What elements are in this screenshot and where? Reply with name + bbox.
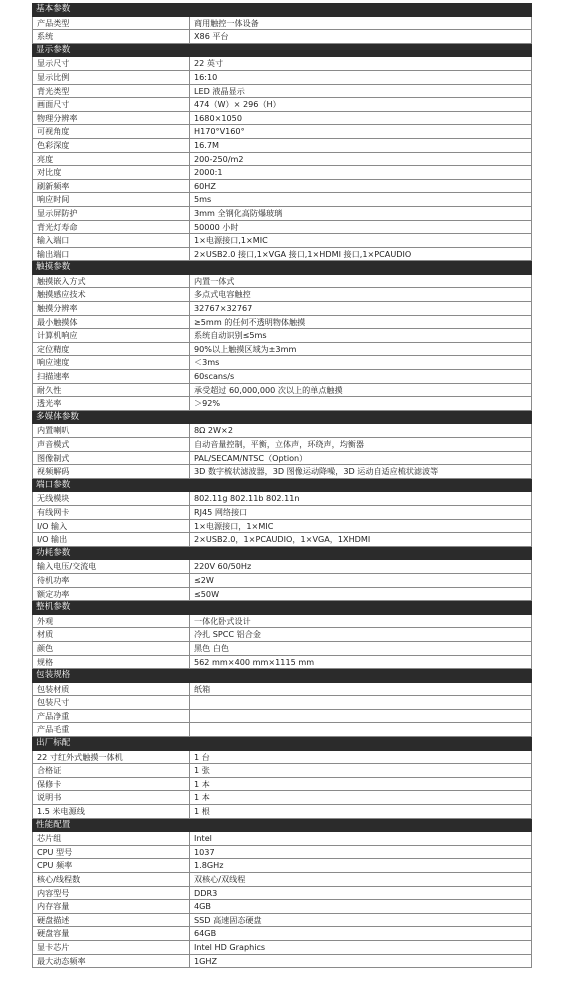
spec-label: 可视角度	[33, 125, 190, 138]
spec-label: 最小触摸体	[33, 316, 190, 329]
spec-row	[32, 492, 532, 506]
spec-row	[32, 873, 532, 887]
spec-row	[32, 683, 532, 697]
spec-row	[32, 941, 532, 955]
spec-row	[32, 234, 532, 248]
spec-label: 核心/线程数	[33, 873, 190, 886]
spec-row	[32, 397, 532, 411]
section-header: 包装规格	[32, 669, 532, 683]
spec-row	[32, 696, 532, 710]
spec-value	[190, 710, 531, 723]
spec-row	[32, 30, 532, 44]
spec-value: 1×电源接口,1×MIC	[194, 235, 268, 246]
spec-value: 1 台	[194, 751, 210, 762]
spec-row	[32, 343, 532, 357]
section-header: 端口参数	[32, 479, 532, 493]
spec-value: 4GB	[194, 901, 211, 912]
spec-value: Intel	[194, 833, 212, 844]
spec-row	[32, 574, 532, 588]
spec-row	[32, 438, 532, 452]
spec-label: 输出端口	[33, 248, 190, 261]
spec-row	[32, 805, 532, 819]
spec-row	[32, 832, 532, 846]
spec-label: I/O 输出	[33, 533, 190, 546]
spec-value: H170°V160°	[194, 126, 245, 137]
spec-label: 内置喇叭	[33, 424, 190, 437]
spec-value: SSD 高速固态硬盘	[194, 914, 262, 925]
spec-label: 包装材质	[33, 683, 190, 696]
spec-value: 474（W）× 296（H）	[194, 99, 281, 110]
spec-value: 16:10	[194, 71, 218, 82]
spec-row	[32, 193, 532, 207]
spec-label: 硬盘描述	[33, 914, 190, 927]
spec-value: 16.7M	[194, 139, 220, 150]
spec-row	[32, 642, 532, 656]
spec-value: 双核心/双线程	[194, 874, 246, 884]
spec-label: 刷新频率	[33, 180, 190, 193]
spec-label: 触摸分辨率	[33, 302, 190, 315]
spec-row	[32, 139, 532, 153]
spec-row	[32, 914, 532, 928]
spec-row	[32, 316, 532, 330]
spec-value: 32767×32767	[194, 303, 253, 314]
spec-label: 额定功率	[33, 588, 190, 601]
spec-row	[32, 57, 532, 71]
spec-row	[32, 656, 532, 670]
spec-value: 冷扎 SPCC 铝合金	[194, 629, 261, 640]
spec-row	[32, 859, 532, 873]
spec-value: ≥5mm 的任何不透明物体触摸	[194, 316, 306, 327]
spec-value: 3mm 全钢化高防爆玻璃	[194, 207, 283, 218]
spec-label: 产品毛重	[33, 723, 190, 736]
spec-row	[32, 17, 532, 31]
spec-row	[32, 533, 532, 547]
spec-row	[32, 560, 532, 574]
spec-row	[32, 764, 532, 778]
spec-value: 562 mm×400 mm×1115 mm	[194, 656, 315, 667]
spec-row	[32, 778, 532, 792]
spec-label: 无线模块	[33, 492, 190, 505]
spec-label: 视频解码	[33, 465, 190, 478]
spec-value	[190, 723, 531, 736]
spec-label: 硬盘容量	[33, 927, 190, 940]
section-header: 多媒体参数	[32, 411, 532, 425]
spec-row	[32, 520, 532, 534]
spec-row	[32, 302, 532, 316]
spec-row	[32, 71, 532, 85]
spec-value: 自动音量控制，平衡，立体声，环绕声，均衡器	[194, 439, 364, 449]
spec-value: DDR3	[194, 887, 218, 898]
spec-row	[32, 275, 532, 289]
spec-label: 声音模式	[33, 438, 190, 451]
spec-row	[32, 288, 532, 302]
spec-value: 1 张	[194, 765, 210, 776]
spec-value: 一体化卧式设计	[194, 615, 251, 626]
spec-value: 90%以上触摸区域为±3mm	[194, 343, 297, 354]
spec-value: 1GHZ	[194, 955, 218, 966]
section-header: 出厂标配	[32, 737, 532, 751]
spec-label: 系统	[33, 30, 190, 43]
spec-value: 3D 数字梳状滤波器，3D 图像运动降噪，3D 运动自适应梳状滤波等	[194, 466, 439, 477]
spec-value: 220V 60/50Hz	[194, 561, 252, 572]
spec-row	[32, 506, 532, 520]
spec-value: Intel HD Graphics	[194, 941, 266, 952]
spec-label: 包装尺寸	[33, 696, 190, 709]
spec-row	[32, 180, 532, 194]
spec-value: 5ms	[194, 194, 212, 205]
spec-row	[32, 248, 532, 262]
spec-value: 1×电源接口，1×MIC	[194, 520, 274, 531]
spec-value: 2×USB2.0 接口,1×VGA 接口,1×HDMI 接口,1×PCAUDIO	[194, 248, 412, 259]
spec-value: 60HZ	[194, 180, 216, 191]
spec-row	[32, 751, 532, 765]
spec-row	[32, 356, 532, 370]
spec-label: 1.5 米电源线	[33, 805, 190, 818]
spec-value: 1680×1050	[194, 112, 242, 123]
spec-row	[32, 887, 532, 901]
spec-label: 定位精度	[33, 343, 190, 356]
spec-row	[32, 723, 532, 737]
spec-value: PAL/SECAM/NTSC（Option）	[194, 452, 308, 463]
spec-value: 2000:1	[194, 167, 223, 178]
spec-row	[32, 370, 532, 384]
spec-row	[32, 85, 532, 99]
spec-value: 1.8GHz	[194, 860, 224, 871]
section-header: 触摸参数	[32, 261, 532, 275]
section-header: 显示参数	[32, 44, 532, 58]
spec-row	[32, 166, 532, 180]
spec-label: 响应时间	[33, 193, 190, 206]
spec-label: 材质	[33, 628, 190, 641]
spec-label: 物理分辨率	[33, 112, 190, 125]
spec-label: 输入端口	[33, 234, 190, 247]
spec-row	[32, 846, 532, 860]
spec-value: LED 液晶显示	[194, 85, 245, 96]
spec-row	[32, 98, 532, 112]
spec-label: 亮度	[33, 153, 190, 166]
spec-value: 8Ω 2W×2	[194, 425, 233, 436]
spec-table	[32, 3, 532, 968]
spec-label: 触摸嵌入方式	[33, 275, 190, 288]
spec-row	[32, 153, 532, 167]
spec-value: 60scans/s	[194, 371, 235, 382]
spec-label: 计算机响应	[33, 329, 190, 342]
spec-label: 色彩深度	[33, 139, 190, 152]
spec-value: 纸箱	[194, 683, 211, 694]
spec-value	[190, 696, 531, 709]
spec-value: 22 英寸	[194, 58, 224, 69]
spec-row	[32, 900, 532, 914]
spec-value: 200-250/m2	[194, 153, 244, 164]
spec-label: 对比度	[33, 166, 190, 179]
spec-label: 内存容量	[33, 900, 190, 913]
spec-value: 承受超过 60,000,000 次以上的单点触摸	[194, 384, 343, 395]
section-header: 性能配置	[32, 819, 532, 833]
spec-label: 响应速度	[33, 356, 190, 369]
spec-label: 规格	[33, 656, 190, 669]
spec-row	[32, 207, 532, 221]
spec-value: 1 本	[194, 778, 210, 789]
spec-label: 扫描速率	[33, 370, 190, 383]
spec-label: 内容型号	[33, 887, 190, 900]
spec-value: 系统自动识别≤5ms	[194, 330, 267, 341]
spec-label: 待机功率	[33, 574, 190, 587]
spec-value: 多点式电容触控	[194, 289, 251, 300]
spec-value: ＜3ms	[194, 357, 220, 368]
spec-label: 有线网卡	[33, 506, 190, 519]
spec-row	[32, 384, 532, 398]
spec-label: 显示比例	[33, 71, 190, 84]
spec-label: 芯片组	[33, 832, 190, 845]
spec-label: 显卡芯片	[33, 941, 190, 954]
spec-value: 内置一体式	[194, 275, 235, 286]
spec-value: ≤50W	[194, 588, 220, 599]
spec-label: 保修卡	[33, 778, 190, 791]
spec-label: 颜色	[33, 642, 190, 655]
spec-label: 背光灯寿命	[33, 221, 190, 234]
spec-value: 1 本	[194, 792, 210, 803]
spec-label: 显示屏防护	[33, 207, 190, 220]
spec-label: 透光率	[33, 397, 190, 410]
spec-label: CPU 频率	[33, 859, 190, 872]
spec-row	[32, 221, 532, 235]
spec-value: 64GB	[194, 928, 217, 939]
spec-row	[32, 615, 532, 629]
spec-label: CPU 型号	[33, 846, 190, 859]
spec-row	[32, 112, 532, 126]
spec-row	[32, 791, 532, 805]
spec-row	[32, 588, 532, 602]
spec-value: X86 平台	[194, 31, 229, 42]
spec-value: 黑色 白色	[194, 642, 229, 653]
spec-value: ＞92%	[194, 398, 221, 409]
spec-row	[32, 710, 532, 724]
spec-label: 说明书	[33, 791, 190, 804]
spec-label: 产品净重	[33, 710, 190, 723]
spec-row	[32, 329, 532, 343]
spec-row	[32, 927, 532, 941]
spec-label: 输入电压/交流电	[33, 560, 190, 573]
spec-label: 22 寸红外式触摸一体机	[33, 751, 190, 764]
section-header: 基本参数	[32, 3, 532, 17]
spec-label: I/O 输入	[33, 520, 190, 533]
spec-label: 图像制式	[33, 452, 190, 465]
spec-label: 显示尺寸	[33, 57, 190, 70]
section-header: 整机参数	[32, 601, 532, 615]
spec-row	[32, 628, 532, 642]
spec-row	[32, 955, 532, 969]
spec-label: 外观	[33, 615, 190, 628]
spec-value: 802.11g 802.11b 802.11n	[194, 493, 300, 504]
spec-label: 产品类型	[33, 17, 190, 30]
spec-row	[32, 125, 532, 139]
spec-value: ≤2W	[194, 574, 214, 585]
spec-label: 触摸感应技术	[33, 288, 190, 301]
spec-row	[32, 452, 532, 466]
spec-row	[32, 465, 532, 479]
spec-label: 最大动态频率	[33, 955, 190, 968]
section-header: 功耗参数	[32, 547, 532, 561]
spec-label: 合格证	[33, 764, 190, 777]
spec-label: 耐久性	[33, 384, 190, 397]
spec-value: 商用触控一体设备	[194, 17, 259, 28]
spec-value: 2×USB2.0，1×PCAUDIO，1×VGA，1XHDMI	[194, 534, 371, 545]
spec-label: 背光类型	[33, 85, 190, 98]
spec-value: 1 根	[194, 806, 210, 817]
spec-value: RJ45 网络接口	[194, 506, 248, 517]
spec-value: 1037	[194, 846, 215, 857]
spec-value: 50000 小时	[194, 221, 239, 232]
spec-label: 画面尺寸	[33, 98, 190, 111]
spec-row	[32, 424, 532, 438]
